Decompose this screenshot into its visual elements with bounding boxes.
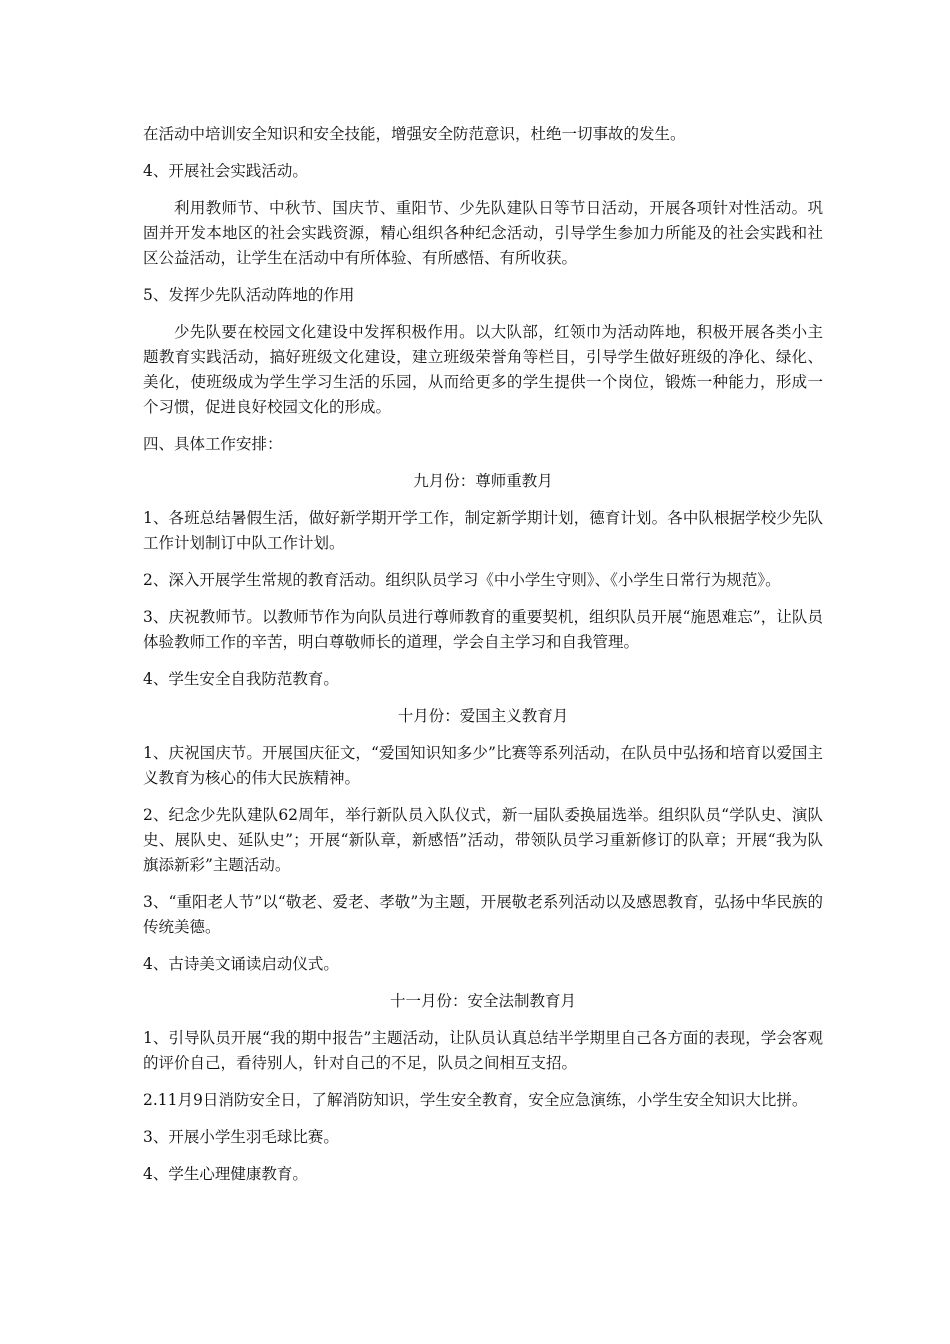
september-item-4: 4、学生安全自我防范教育。 <box>143 670 339 688</box>
paragraph-pioneer-base: 少先队要在校园文化建设中发挥积极作用。以大队部，红领巾为活动阵地，积极开展各类小主题教育实践活动，搞好班级文化建设，建立班级荣誉角等栏目，引导学生做好班级的净化、绿化、美化，使班级成为学生学习生活的乐园，从而给更多的学生提供一个岗位，锻炼一种能力，形成一个习惯，促进良好校园文化的形成。 <box>143 323 823 416</box>
month-heading-november: 十一月份：安全法制教育月 <box>389 992 576 1010</box>
november-item-4: 4、学生心理健康教育。 <box>143 1165 308 1183</box>
september-item-3: 3、庆祝教师节。以教师节作为向队员进行尊师教育的重要契机，组织队员开展“施恩难忘”，让队员体验教师工作的辛苦，明白尊敬师长的道理，学会自主学习和自我管理。 <box>143 608 823 651</box>
heading-pioneer-base: 5、发挥少先队活动阵地的作用 <box>143 286 355 304</box>
paragraph-social-practice: 利用教师节、中秋节、国庆节、重阳节、少先队建队日等节日活动，开展各项针对性活动。巩固并开发本地区的社会实践资源，精心组织各种纪念活动，引导学生参加力所能及的社会实践和社区公益活动，让学生在活动中有所体验、有所感悟、有所收获。 <box>143 199 823 267</box>
paragraph-safety-training: 在活动中培训安全知识和安全技能，增强安全防范意识，杜绝一切事故的发生。 <box>143 125 686 143</box>
month-heading-september: 九月份：尊师重教月 <box>413 472 553 490</box>
october-item-1: 1、庆祝国庆节。开展国庆征文，“爱国知识知多少”比赛等系列活动，在队员中弘扬和培育以爱国主义教育为核心的伟大民族精神。 <box>143 744 823 787</box>
october-item-4: 4、古诗美文诵读启动仪式。 <box>143 955 339 973</box>
october-item-3: 3、“重阳老人节”以“敬老、爱老、孝敬”为主题，开展敬老系列活动以及感恩教育，弘扬中华民族的传统美德。 <box>143 893 823 936</box>
september-item-1: 1、各班总结暑假生活，做好新学期开学工作，制定新学期计划，德育计划。各中队根据学校少先队工作计划制订中队工作计划。 <box>143 509 823 552</box>
document-page <box>143 122 823 1199</box>
section-heading-work-schedule: 四、具体工作安排： <box>143 435 283 453</box>
november-item-1: 1、引导队员开展“我的期中报告”主题活动，让队员认真总结半学期里自己各方面的表现，学会客观的评价自己，看待别人，针对自己的不足，队员之间相互支招。 <box>143 1029 823 1072</box>
november-item-2: 2.11月9日消防安全日，了解消防知识，学生安全教育，安全应急演练，小学生安全知识大比拼。 <box>143 1091 808 1109</box>
heading-social-practice: 4、开展社会实践活动。 <box>143 162 308 180</box>
month-heading-october: 十月份：爱国主义教育月 <box>397 707 569 725</box>
october-item-2: 2、纪念少先队建队62周年，举行新队员入队仪式，新一届队委换届选举。组织队员“学队史、演队史、展队史、延队史”；开展“新队章，新感悟”活动，带领队员学习重新修订的队章；开展“我为队旗添新彩”主题活动。 <box>143 806 823 874</box>
november-item-3: 3、开展小学生羽毛球比赛。 <box>143 1128 339 1146</box>
september-item-2: 2、深入开展学生常规的教育活动。组织队员学习《中小学生守则》、《小学生日常行为规范》。 <box>143 571 781 589</box>
